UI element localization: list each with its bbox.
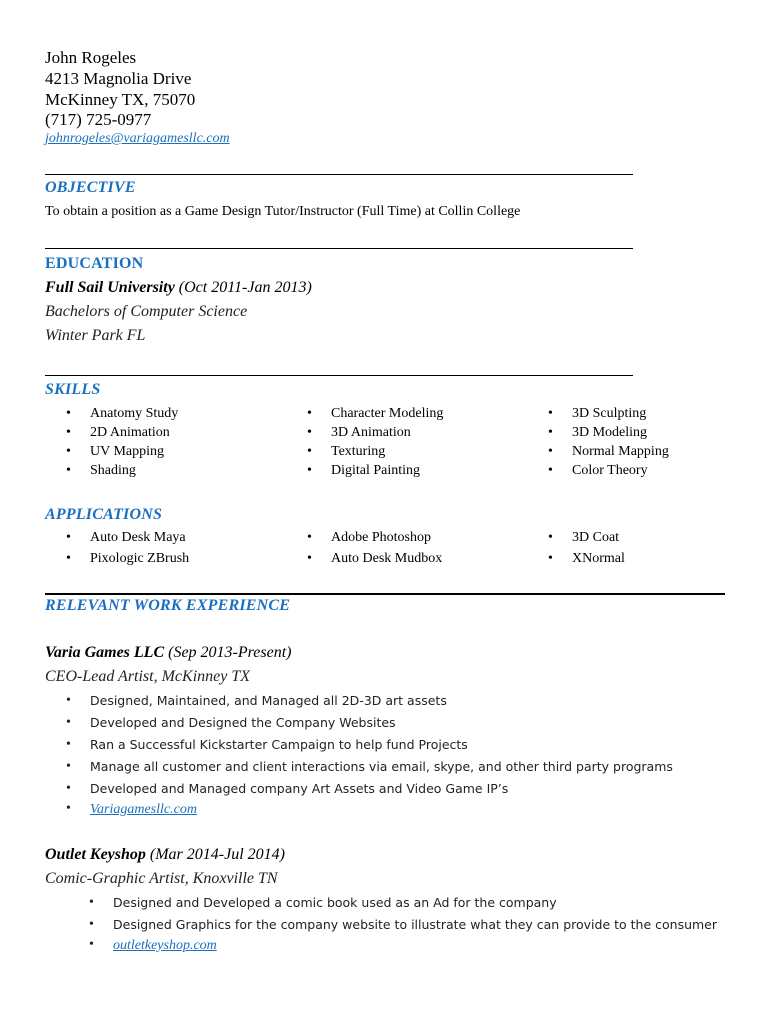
- objective-heading: OBJECTIVE: [45, 179, 136, 196]
- skill-item: • Texturing: [307, 444, 386, 459]
- application-item: • Auto Desk Maya: [66, 530, 186, 545]
- bullet-icon: •: [66, 737, 71, 752]
- job-header: [45, 644, 292, 662]
- contact-name: John Rogeles: [45, 48, 137, 67]
- bullet-icon: •: [548, 463, 553, 478]
- job-dates: (Sep 2013-Present): [168, 644, 292, 661]
- bullet-icon: •: [548, 425, 553, 440]
- skill-item: • Digital Painting: [307, 463, 421, 478]
- school-dates: (Oct 2011-Jan 2013): [178, 279, 312, 296]
- bullet-icon: •: [66, 530, 71, 545]
- job-link-item: [66, 801, 197, 818]
- divider: [45, 375, 633, 376]
- skill-item: • Shading: [66, 463, 136, 478]
- bullet-icon: •: [307, 530, 312, 545]
- bullet-icon: •: [89, 917, 94, 932]
- job-bullet: • Designed, Maintained, and Managed all 2D-3D art assets: [66, 693, 447, 708]
- bullet-icon: •: [66, 715, 71, 730]
- job-dates: (Mar 2014-Jul 2014): [149, 846, 285, 863]
- job-role: CEO-Lead Artist, McKinney TX: [45, 668, 251, 685]
- bullet-icon: •: [66, 801, 71, 816]
- school-name: Full Sail University: [45, 279, 175, 296]
- skill-item: • Character Modeling: [307, 406, 444, 421]
- contact-street: 4213 Magnolia Drive: [45, 69, 192, 88]
- company-website-link[interactable]: Variagamesllc.com: [90, 802, 197, 817]
- divider: [45, 174, 633, 175]
- job-bullet: • Ran a Successful Kickstarter Campaign to help fund Projects: [66, 737, 468, 752]
- skill-item: • 3D Modeling: [548, 425, 648, 440]
- application-item: • Pixologic ZBrush: [66, 551, 190, 566]
- bullet-icon: •: [307, 425, 312, 440]
- job-link-item: [89, 937, 217, 954]
- bullet-icon: •: [66, 406, 71, 421]
- skill-item: • 3D Animation: [307, 425, 411, 440]
- education-school-line: [45, 279, 312, 297]
- application-item: • 3D Coat: [548, 530, 620, 545]
- bullet-icon: •: [307, 444, 312, 459]
- bullet-icon: •: [548, 406, 553, 421]
- job-bullet: • Designed and Developed a comic book used as an Ad for the company: [89, 895, 557, 910]
- contact-phone: (717) 725-0977: [45, 110, 152, 129]
- education-heading: EDUCATION: [45, 255, 144, 272]
- skill-item: • UV Mapping: [66, 444, 165, 459]
- company-name: Outlet Keyshop: [45, 846, 146, 863]
- bullet-icon: •: [66, 463, 71, 478]
- bullet-icon: •: [548, 530, 553, 545]
- application-item: • Adobe Photoshop: [307, 530, 431, 545]
- bullet-icon: •: [307, 463, 312, 478]
- applications-heading: APPLICATIONS: [45, 506, 163, 523]
- job-header: [45, 846, 285, 864]
- job-role: Comic-Graphic Artist, Knoxville TN: [45, 870, 278, 887]
- application-item: • Auto Desk Mudbox: [307, 551, 443, 566]
- skills-heading: SKILLS: [45, 381, 101, 398]
- divider: [45, 248, 633, 249]
- skill-item: • Anatomy Study: [66, 406, 179, 421]
- bullet-icon: •: [66, 781, 71, 796]
- bullet-icon: •: [66, 759, 71, 774]
- bullet-icon: •: [548, 444, 553, 459]
- objective-text: To obtain a position as a Game Design Tutor/Instructor (Full Time) at Collin College: [45, 204, 521, 219]
- bullet-icon: •: [66, 551, 71, 566]
- skill-item: • 2D Animation: [66, 425, 170, 440]
- job-bullet: • Designed Graphics for the company website to illustrate what they can provide to the consumer: [89, 917, 718, 932]
- job-bullet: • Manage all customer and client interactions via email, skype, and other third party programs: [66, 759, 673, 774]
- job-bullet: • Developed and Managed company Art Assets and Video Game IP’s: [66, 781, 509, 796]
- job-bullet: • Developed and Designed the Company Websites: [66, 715, 396, 730]
- degree: Bachelors of Computer Science: [45, 303, 248, 320]
- company-website-link[interactable]: outletkeyshop.com: [113, 938, 217, 953]
- bullet-icon: •: [66, 444, 71, 459]
- contact-city: McKinney TX, 75070: [45, 90, 196, 109]
- skill-item: • Normal Mapping: [548, 444, 669, 459]
- school-location: Winter Park FL: [45, 327, 146, 344]
- skill-item: • Color Theory: [548, 463, 648, 478]
- bullet-icon: •: [307, 551, 312, 566]
- bullet-icon: •: [89, 937, 94, 952]
- divider-thick: [45, 593, 725, 595]
- bullet-icon: •: [307, 406, 312, 421]
- bullet-icon: •: [89, 895, 94, 910]
- company-name: Varia Games LLC: [45, 644, 165, 661]
- experience-heading: RELEVANT WORK EXPERIENCE: [45, 597, 291, 614]
- application-item: • XNormal: [548, 551, 625, 566]
- bullet-icon: •: [66, 425, 71, 440]
- email-link[interactable]: johnrogeles@variagamesllc.com: [45, 131, 230, 146]
- bullet-icon: •: [548, 551, 553, 566]
- bullet-icon: •: [66, 693, 71, 708]
- skill-item: • 3D Sculpting: [548, 406, 647, 421]
